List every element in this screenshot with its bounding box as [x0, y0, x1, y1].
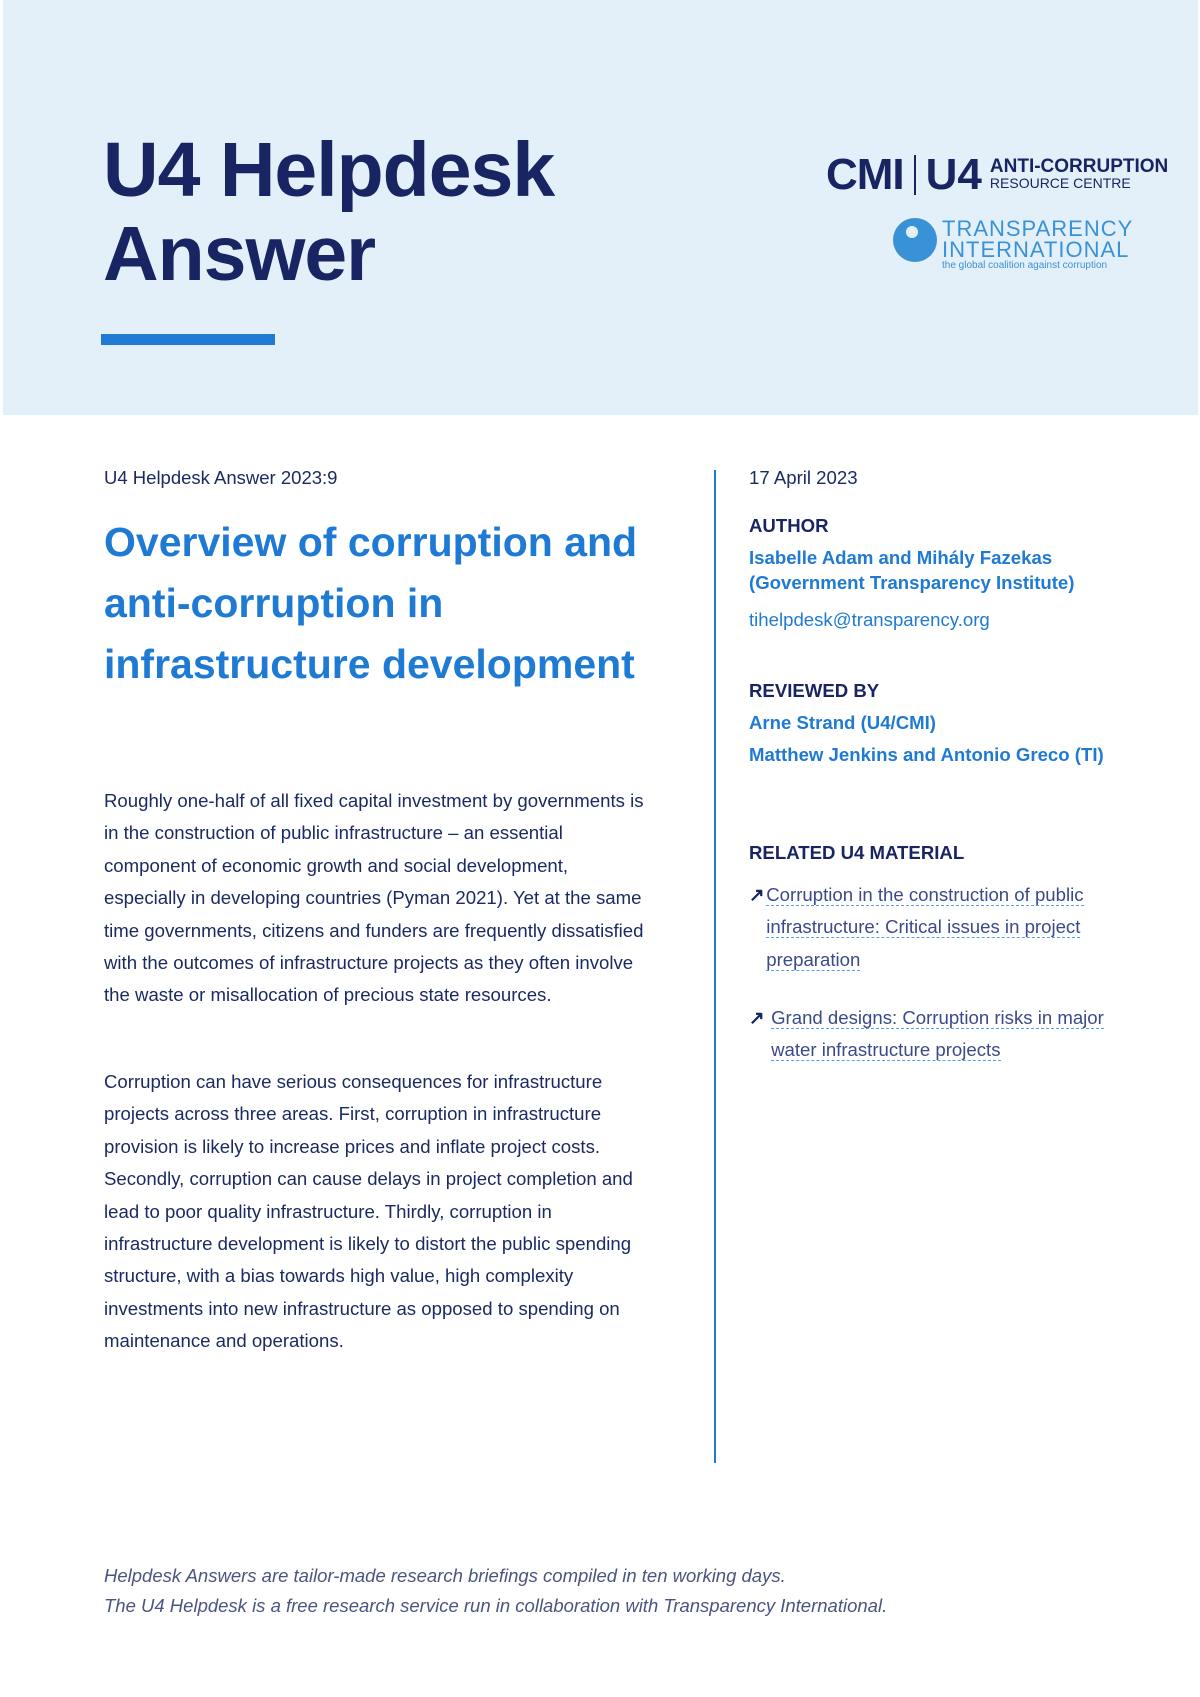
ti-globe-icon [893, 218, 937, 262]
summary-paragraph: Roughly one-half of all fixed capital investment by governments is in the construction of public infrastructure – an essential component of economic growth and social development, especially in developing countries (Pyman 2021). Yet at the same time governments, citizens and funders are frequently dissatisfied with the outcomes of infrastructure projects as they often involve the waste or misallocation of precious state resources. [104, 790, 644, 1006]
u4-logo-caption [989, 156, 1169, 191]
related-item[interactable] [749, 1002, 1119, 1067]
ti-logo [893, 218, 1133, 271]
related-label: RELATED U4 MATERIAL [749, 842, 965, 863]
accent-bar [101, 334, 275, 345]
author-label: AUTHOR [749, 515, 829, 536]
summary-paragraph: Corruption can have serious consequences for infrastructure projects across three areas. First, corruption in infrastructure provision is likely to increase prices and inflate project costs. Secondly, corruption can cause delays in project completion and lead to poor quality infrastructure. Thirdly, corruption in infrastructure development is likely to distort the public spending structure, with a bias towards high value, high complexity investments into new infrastructure as opposed to spending on maintenance and operations. [104, 1071, 633, 1352]
logo-divider [914, 155, 916, 195]
footer-line: Helpdesk Answers are tailor-made research briefings compiled in ten working days. [104, 1565, 786, 1586]
related-link[interactable]: Grand designs: Corruption risks in major water infrastructure projects [771, 1007, 1104, 1061]
document-title: Overview of corruption and anti-corruption in infrastructure development [104, 519, 638, 687]
arrow-up-right-icon: ↗ [749, 884, 765, 905]
logo-line: RESOURCE CENTRE [989, 175, 1131, 191]
title-line: Answer [103, 211, 376, 297]
footer-note [104, 1561, 887, 1621]
ti-logo-line: INTERNATIONAL [942, 237, 1130, 262]
main-title [103, 128, 554, 296]
cmi-logo-text: CMI [826, 150, 904, 199]
footer-line: The U4 Helpdesk is a free research service run in collaboration with Transparency International. [104, 1595, 888, 1616]
ti-logo-line: TRANSPARENCY [942, 216, 1134, 241]
series-label: U4 Helpdesk Answer 2023:9 [104, 467, 338, 488]
reviewed-label: REVIEWED BY [749, 680, 880, 701]
reviewer: Matthew Jenkins and Antonio Greco (TI) [749, 744, 1104, 765]
authors: Isabelle Adam and Mihály Fazekas (Government Transparency Institute) [749, 547, 1075, 593]
cmi-u4-logo [826, 150, 1168, 200]
ti-tagline: the global coalition against corruption [942, 260, 1108, 271]
related-item[interactable] [749, 879, 1119, 976]
column-divider [714, 470, 716, 1463]
reviewer: Arne Strand (U4/CMI) [749, 712, 936, 733]
arrow-up-right-icon: ↗ [749, 1007, 765, 1028]
title-line: U4 Helpdesk [103, 127, 555, 213]
email-link[interactable]: tihelpdesk@transparency.org [749, 609, 990, 630]
logo-line: ANTI-CORRUPTION [989, 156, 1169, 177]
related-link[interactable]: Corruption in the construction of public infrastructure: Critical issues in project preparation [766, 884, 1084, 970]
date: 17 April 2023 [749, 467, 858, 488]
u4-logo-text: U4 [925, 150, 982, 199]
